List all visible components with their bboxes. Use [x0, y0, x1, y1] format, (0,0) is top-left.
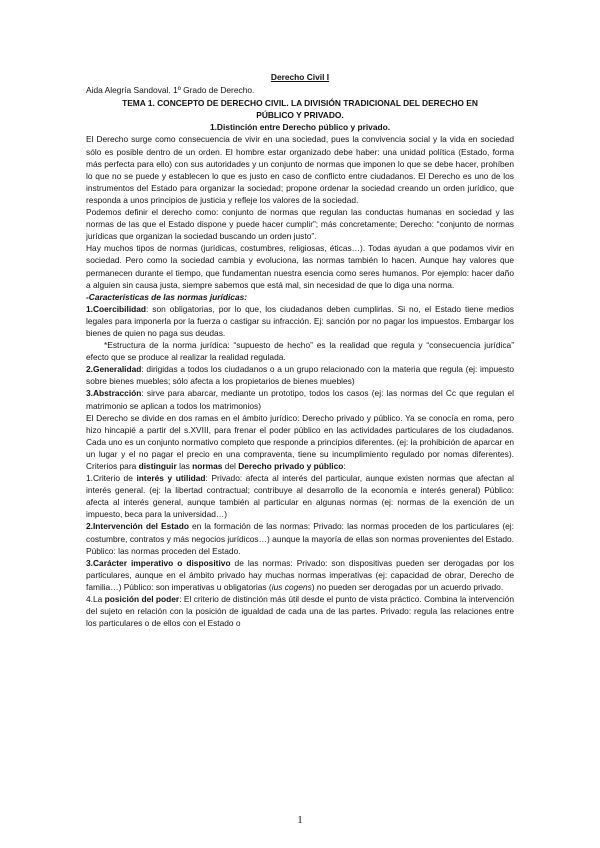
branches-bold-law: Derecho privado y público	[238, 461, 344, 471]
criterion-imperative-text: de las normas: Privado: son dispositivas pueden ser derogadas por los particulares, aunque en el ámbito privado hay muchas normas imperativas (ej: capacidad de obrar, Derecho de familia…) Público: son imperativas u obligatorias (	[86, 557, 514, 592]
criterion-power-label: posición del poder	[104, 594, 180, 605]
structure-note: *Estructura de la norma jurídica: “supuesto de hecho” es la realidad que regula y “consecuencia jurídica” efecto que se produce al realizar la realidad regulada.	[86, 340, 514, 363]
document-body	[86, 71, 514, 629]
criterion-state	[86, 520, 514, 556]
paragraph-branches	[86, 412, 514, 472]
characteristic-coercibility	[86, 303, 514, 339]
branches-bold-norms: normas	[192, 461, 223, 471]
branches-bold-distinguish: distinguir	[138, 461, 177, 471]
paragraph-intro: El Derecho surge como consecuencia de vivir en una sociedad, pues la convivencia social y la vida en sociedad sólo es posible dentro de un orden. El hombre estar organizado debe haber: una unidad política (Estado, forma más perfecta para ello) con sus autoridades y un conjunto de normas que imponen lo que se debe hacer, prohíben lo que no se puede y establecen lo que es justo en caso de conflicto entre ciudadanos. El Derecho es uno de los instrumentos del Estado para organizar la sociedad; propone ordenar la sociedad creando un orden jurídico, que responda a unos principios de justicia y refleje los valores de la sociedad.	[86, 134, 514, 205]
abstraction-label: 3.Abstracción	[86, 388, 142, 399]
criterion-imperative-label: 3.Carácter imperativo o dispositivo	[86, 557, 231, 568]
branches-end: :	[343, 461, 346, 471]
paragraph-norm-types: Hay muchos tipos de normas (jurídicas, costumbres, religiosas, éticas…). Todas ayudan a que podamos vivir en sociedad. Pero como la sociedad cambia y evoluciona, las normas también lo hacen. Aunque hay valores que permanecen durante el tiempo, que fundamentan nuestra esencia como seres humanos. Por ejemplo: hacer daño a alguien sin causa justa, siempre sabemos que está mal, sin necesidad de que lo diga una norma.	[86, 243, 514, 290]
coercibility-label: 1.Coercibilidad	[86, 303, 147, 314]
topic-heading: TEMA 1. CONCEPTO DE DERECHO CIVIL. LA DIVISIÓN TRADICIONAL DEL DERECHO EN PÚBLICO Y PRIVADO.	[122, 98, 478, 121]
page-number: 1	[297, 814, 303, 826]
criterion-state-label: 2.Intervención del Estado	[86, 521, 189, 532]
section-heading: 1.Distinción entre Derecho público y privado.	[209, 122, 391, 133]
coercibility-text: : son obligatorias, por lo que, los ciudadanos deben cumplirlas. Si no, el Estado tiene medios legales para imponerla por la fuerza o castigar su infracción. Ej: sanción por no pagar los impuestos. Embargar los bienes de quien no paga sus deudas.	[86, 303, 514, 338]
document-title: Derecho Civil I	[270, 72, 330, 82]
author-line: Aida Alegría Sandoval. 1º Grado de Derecho.	[86, 85, 255, 96]
criterion-interest-label: interés y utilidad	[136, 473, 206, 484]
characteristic-abstraction	[86, 387, 514, 411]
criterion-imperative-italic: ius cogens	[271, 581, 312, 592]
criterion-power	[86, 593, 514, 629]
paragraph-definition: Podemos definir el derecho como: conjunto de normas que regulan las conductas humanas en sociedad y las normas de las que el Estado dispone y puede hacer cumplir”; más concretamente; Derecho: “conjunto de normas jurídicas que organizan la sociedad buscando un orden justo”.	[86, 207, 514, 242]
criterion-imperative	[86, 557, 514, 593]
generality-label: 2.Generalidad	[86, 364, 142, 375]
branches-mid: las	[176, 461, 193, 471]
criterion-interest-pre: 1.Criterio de	[86, 473, 137, 484]
characteristics-heading	[86, 291, 514, 303]
criterion-interest	[86, 472, 514, 520]
criterion-state-text: en la formación de las normas: Privado: las normas proceden de los particulares (ej: costumbre, contratos y más negocios jurídicos…) aunque la mayoría de ellas son normas provenientes del Estado. Público: las normas proceden del Estado.	[86, 521, 514, 556]
branches-mid2: del	[222, 461, 239, 471]
abstraction-text: : sirve para abarcar, mediante un prototipo, todos los casos (ej: las normas del Cc que regulan el matrimonio se aplican a todos los matrimonios)	[86, 388, 514, 411]
generality-text: : dirigidas a todos los ciudadanos o a un grupo relacionado con la materia que regula (ej: impuesto sobre bienes muebles; sólo afecta a los propietarios de bienes muebles)	[86, 364, 514, 387]
criterion-interest-text: : Privado: afecta al interés del particular, aunque existen normas que afectan al interés general. (ej: la libertad contractual; contribuye al desarrollo de la economía e interés general) Público: afecta al interés general, aunque también al particular en algunas normas (ej: normas de la exención de un impuesto, beca para la universidad…)	[86, 473, 514, 520]
characteristics-heading-text: -Características de las normas jurídicas:	[86, 291, 248, 302]
characteristic-generality	[86, 363, 514, 387]
branches-text: El Derecho se divide en dos ramas en el ámbito jurídico: Derecho privado y público. Ya se conocía en roma, pero hizo hincapié a partir del s.XVIII, para frenar el poder público en las actividades particulares de los ciudadanos. Cada uno es un conjunto normativo completo que responde a principios diferentes. (ej: la prohibición de aparcar en un lugar y el no pagar el precio en una compraventa, tiene su incumplimiento regulado por nomas diferentes). Criterios para	[86, 412, 514, 471]
criterion-power-text: : El criterio de distinción más útil desde el punto de vista práctico. Combina la intervención del sujeto en relación con la posición de igualdad de cada una de las partes. Privado: regula las relaciones entre los particulares o de ellos con el Estado o	[86, 594, 514, 629]
criterion-power-pre: 4.La	[86, 594, 105, 605]
criterion-imperative-end: ) no pueden ser derogadas por un acuerdo privado.	[311, 581, 504, 592]
